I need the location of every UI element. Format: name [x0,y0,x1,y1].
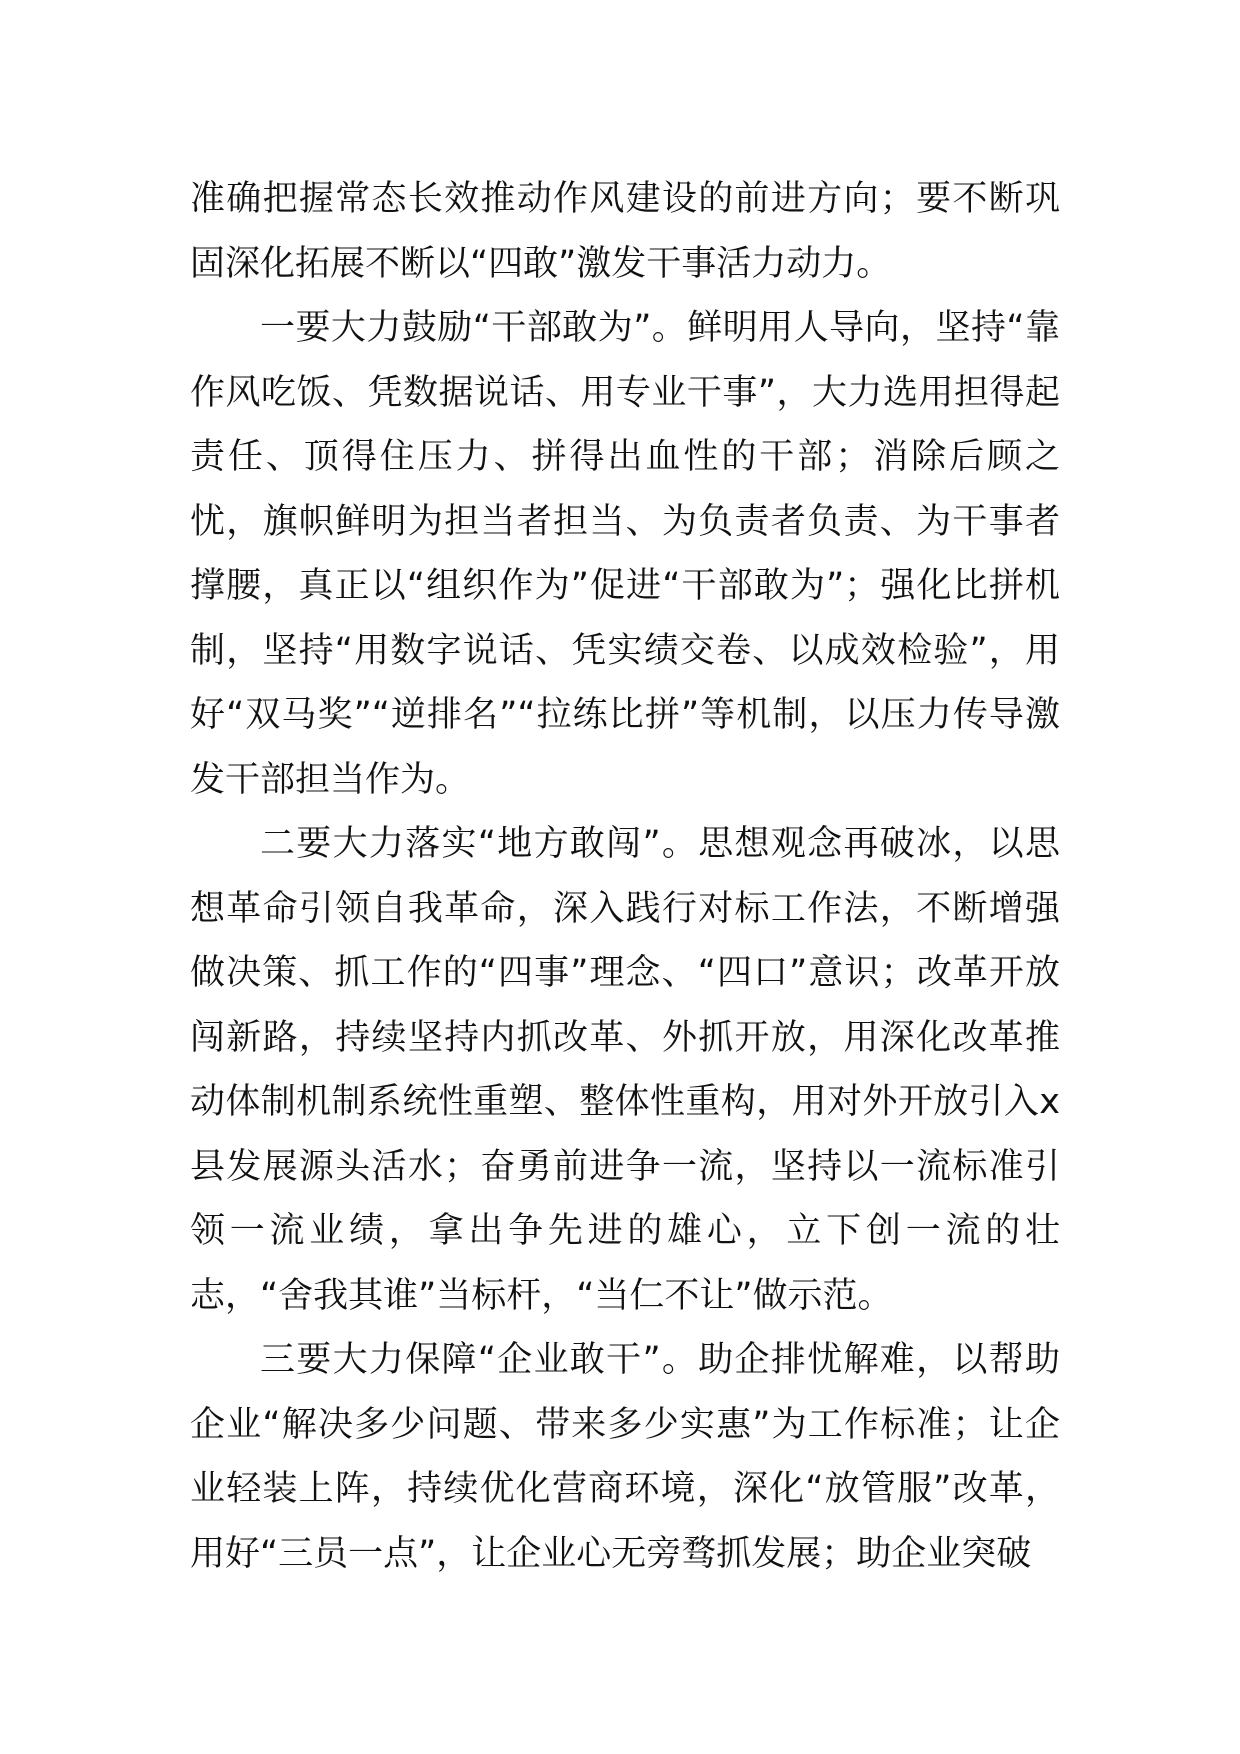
paragraph-enterprises-dare-to-do: 三要大力保障“企业敢干”。助企排忧解难，以帮助企业“解决多少问题、带来多少实惠”为工作标准；让企业轻装上阵，持续优化营商环境，深化“放管服”改革，用好“三员一点”，让企业心无旁骛抓发展；助企业突破 [190,1340,1060,1574]
paragraph-cadres-dare-to-act: 一要大力鼓励“干部敢为”。鲜明用人导向，坚持“靠作风吃饭、凭数据说话、用专业干事”，大力选用担得起责任、顶得住压力、拼得出血性的干部；消除后顾之忧，旗帜鲜明为担当者担当、为负责者负责、为干事者撑腰，真正以“组织作为”促进“干部敢为”；强化比拼机制，坚持“用数字说话、凭实绩交卷、以成效检验”，用好“双马奖”“逆排名”“拉练比拼”等机制，以压力传导激发干部担当作为。 [190,308,1060,800]
paragraph-continuation: 准确把握常态长效推动作风建设的前进方向；要不断巩固深化拓展不断以“四敢”激发干事活力动力。 [190,179,1060,284]
document-body [190,167,1060,1586]
paragraph-localities-dare-to-venture: 二要大力落实“地方敢闯”。思想观念再破冰，以思想革命引领自我革命，深入践行对标工作法，不断增强做决策、抓工作的“四事”理念、“四口”意识；改革开放闯新路，持续坚持内抓改革、外抓开放，用深化改革推动体制机制系统性重塑、整体性重构，用对外开放引入x县发展源头活水；奋勇前进争一流，坚持以一流标准引领一流业绩，拿出争先进的雄心，立下创一流的壮志，“舍我其谁”当标杆，“当仁不让”做示范。 [190,824,1061,1316]
